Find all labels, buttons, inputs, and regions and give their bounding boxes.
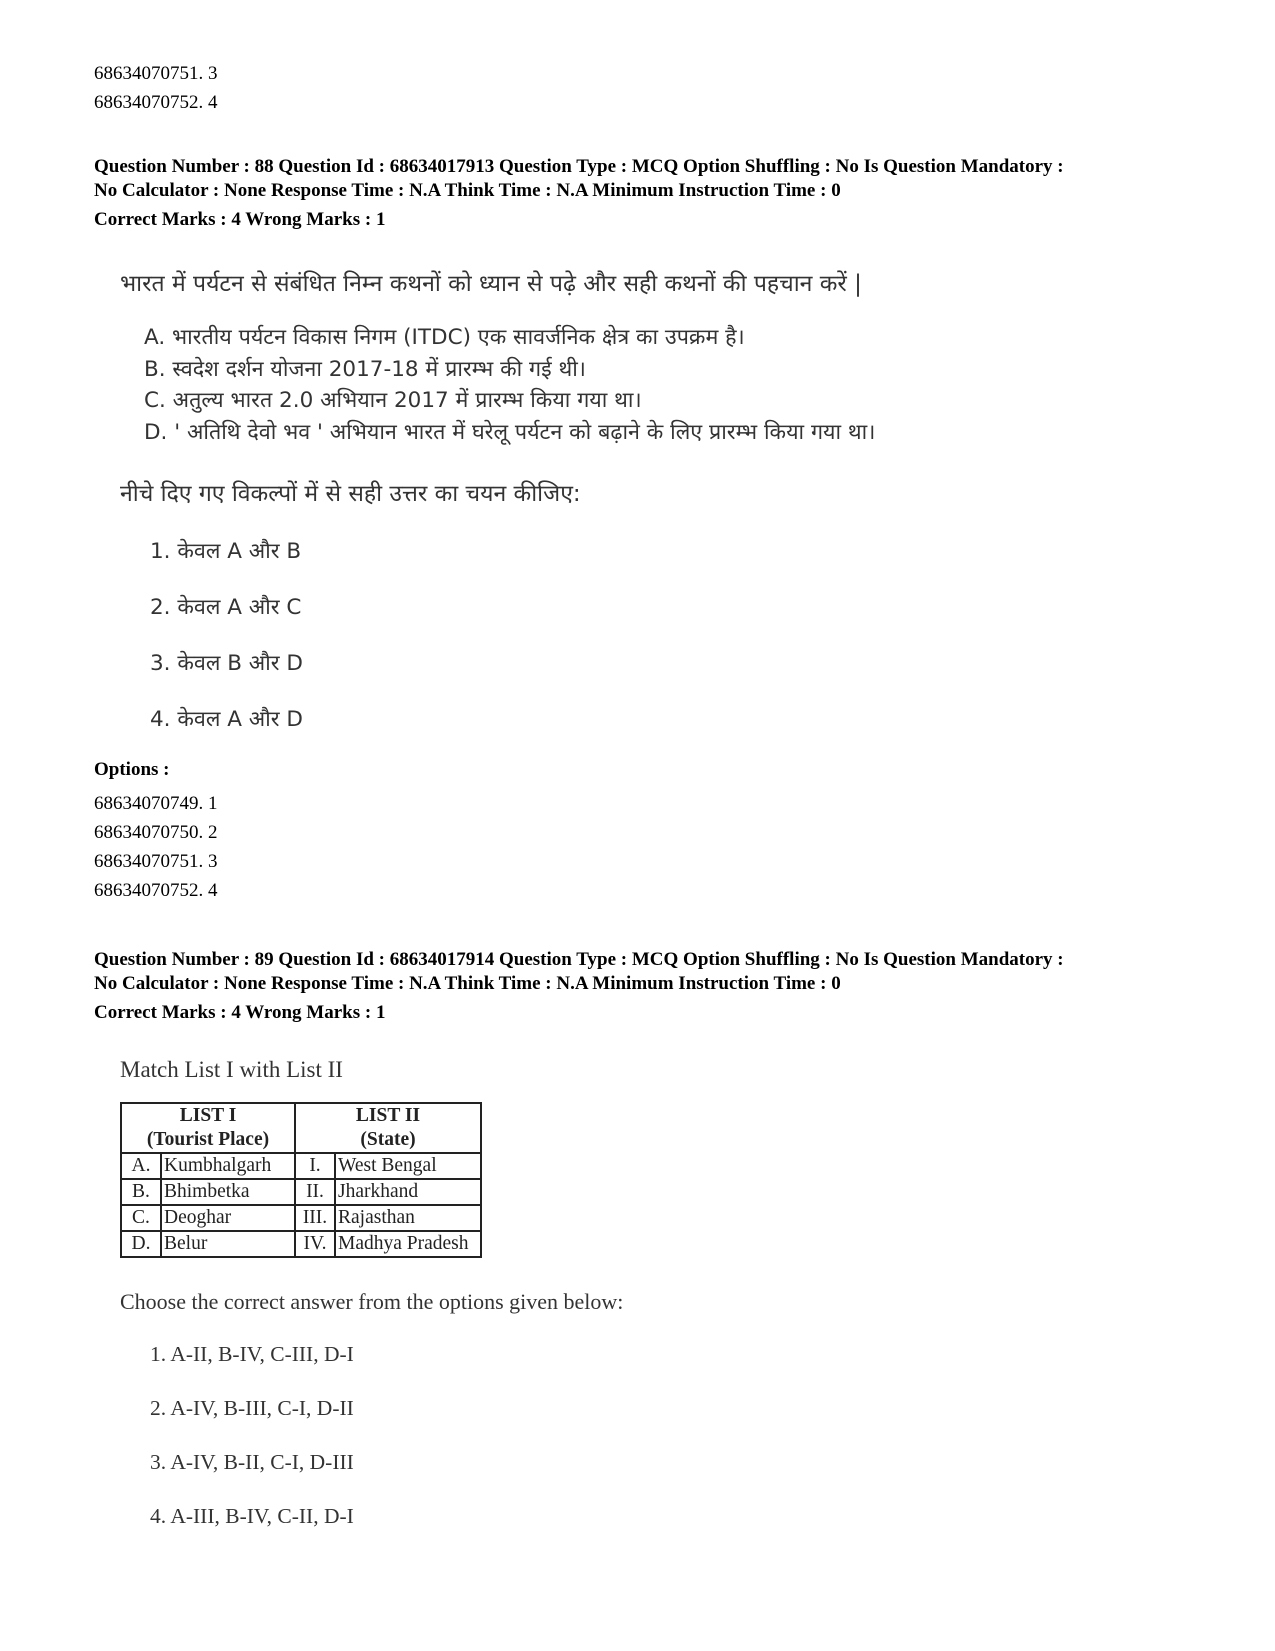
- choice-2: 2. केवल A और C: [150, 595, 302, 620]
- option-line: 68634070750. 2: [94, 822, 218, 843]
- list-2-value: Jharkhand: [335, 1179, 481, 1205]
- option-line: 68634070752. 4: [94, 880, 218, 901]
- question-89-meta: [94, 948, 1244, 996]
- question-88-statements: [144, 322, 875, 448]
- statement-a: A. भारतीय पर्यटन विकास निगम (ITDC) एक सावर्जनिक क्षेत्र का उपक्रम है।: [144, 325, 745, 350]
- choice-1: 1. केवल A और B: [150, 539, 302, 564]
- question-89-stem: Match List I with List II: [120, 1057, 343, 1082]
- question-89-marks: Correct Marks : 4 Wrong Marks : 1: [94, 1002, 386, 1023]
- options-list: [94, 789, 218, 905]
- question-88-meta: [94, 155, 1244, 203]
- list-2-header: [295, 1103, 481, 1153]
- question-88-instruction: नीचे दिए गए विकल्पों में से सही उत्तर का चयन कीजिए:: [120, 481, 581, 507]
- meta-line: No Calculator : None Response Time : N.A Think Time : N.A Minimum Instruction Time : 0: [94, 180, 841, 201]
- meta-line: Question Number : 89 Question Id : 68634017914 Question Type : MCQ Option Shuffling : No Is Question Mandatory :: [94, 949, 1064, 970]
- table-header-row: [121, 1103, 481, 1153]
- list-2-key: IV.: [295, 1231, 335, 1257]
- list-2-key: II.: [295, 1179, 335, 1205]
- list-1-value: Belur: [161, 1231, 295, 1257]
- match-list-table: [120, 1102, 482, 1258]
- choice-2: 2. A-IV, B-III, C-I, D-II: [150, 1396, 354, 1420]
- option-line: 68634070749. 1: [94, 793, 218, 814]
- list-1-value: Bhimbetka: [161, 1179, 295, 1205]
- statement-d: D. ' अतिथि देवो भव ' अभियान भारत में घरेलू पर्यटन को बढ़ाने के लिए प्रारम्भ किया गया था।: [144, 419, 876, 445]
- question-89-instruction: Choose the correct answer from the options given below:: [120, 1289, 624, 1314]
- list-2-value: West Bengal: [335, 1153, 481, 1179]
- options-label: Options :: [94, 759, 170, 780]
- previous-options-list: [94, 59, 218, 117]
- statement-c: C. अतुल्य भारत 2.0 अभियान 2017 में प्रारम्भ किया गया था।: [144, 388, 642, 413]
- table-row: [121, 1153, 481, 1179]
- list-1-key: D.: [121, 1231, 161, 1257]
- table-row: [121, 1179, 481, 1205]
- list-2-value: Madhya Pradesh: [335, 1231, 481, 1257]
- statement-b: B. स्वदेश दर्शन योजना 2017-18 में प्रारम्भ की गई थी।: [144, 356, 586, 382]
- choice-1: 1. A-II, B-IV, C-III, D-I: [150, 1342, 354, 1366]
- header-label: LIST I: [179, 1105, 237, 1126]
- list-1-header: [121, 1103, 295, 1153]
- meta-line: No Calculator : None Response Time : N.A Think Time : N.A Minimum Instruction Time : 0: [94, 973, 841, 994]
- choice-4: 4. केवल A और D: [150, 707, 303, 732]
- list-1-key: A.: [121, 1153, 161, 1179]
- list-2-key: I.: [295, 1153, 335, 1179]
- list-2-key: III.: [295, 1205, 335, 1231]
- choice-3: 3. A-IV, B-II, C-I, D-III: [150, 1450, 354, 1474]
- list-1-value: Deoghar: [161, 1205, 295, 1231]
- question-88-marks: Correct Marks : 4 Wrong Marks : 1: [94, 209, 386, 230]
- table-row: [121, 1205, 481, 1231]
- list-1-key: C.: [121, 1205, 161, 1231]
- choice-4: 4. A-III, B-IV, C-II, D-I: [150, 1504, 354, 1528]
- header-sublabel: (State): [360, 1129, 416, 1150]
- meta-line: Question Number : 88 Question Id : 68634017913 Question Type : MCQ Option Shuffling : No Is Question Mandatory :: [94, 156, 1064, 177]
- option-line: 68634070751. 3: [94, 851, 218, 872]
- header-label: LIST II: [355, 1105, 421, 1126]
- option-line: 68634070752. 4: [94, 92, 218, 113]
- list-2-value: Rajasthan: [335, 1205, 481, 1231]
- option-line: 68634070751. 3: [94, 63, 218, 84]
- header-sublabel: (Tourist Place): [146, 1129, 270, 1150]
- choice-3: 3. केवल B और D: [150, 651, 303, 676]
- question-88-stem: भारत में पर्यटन से संबंधित निम्न कथनों को ध्यान से पढ़े और सही कथनों की पहचान करें |: [120, 271, 862, 297]
- table-row: [121, 1231, 481, 1257]
- list-1-value: Kumbhalgarh: [161, 1153, 295, 1179]
- list-1-key: B.: [121, 1179, 161, 1205]
